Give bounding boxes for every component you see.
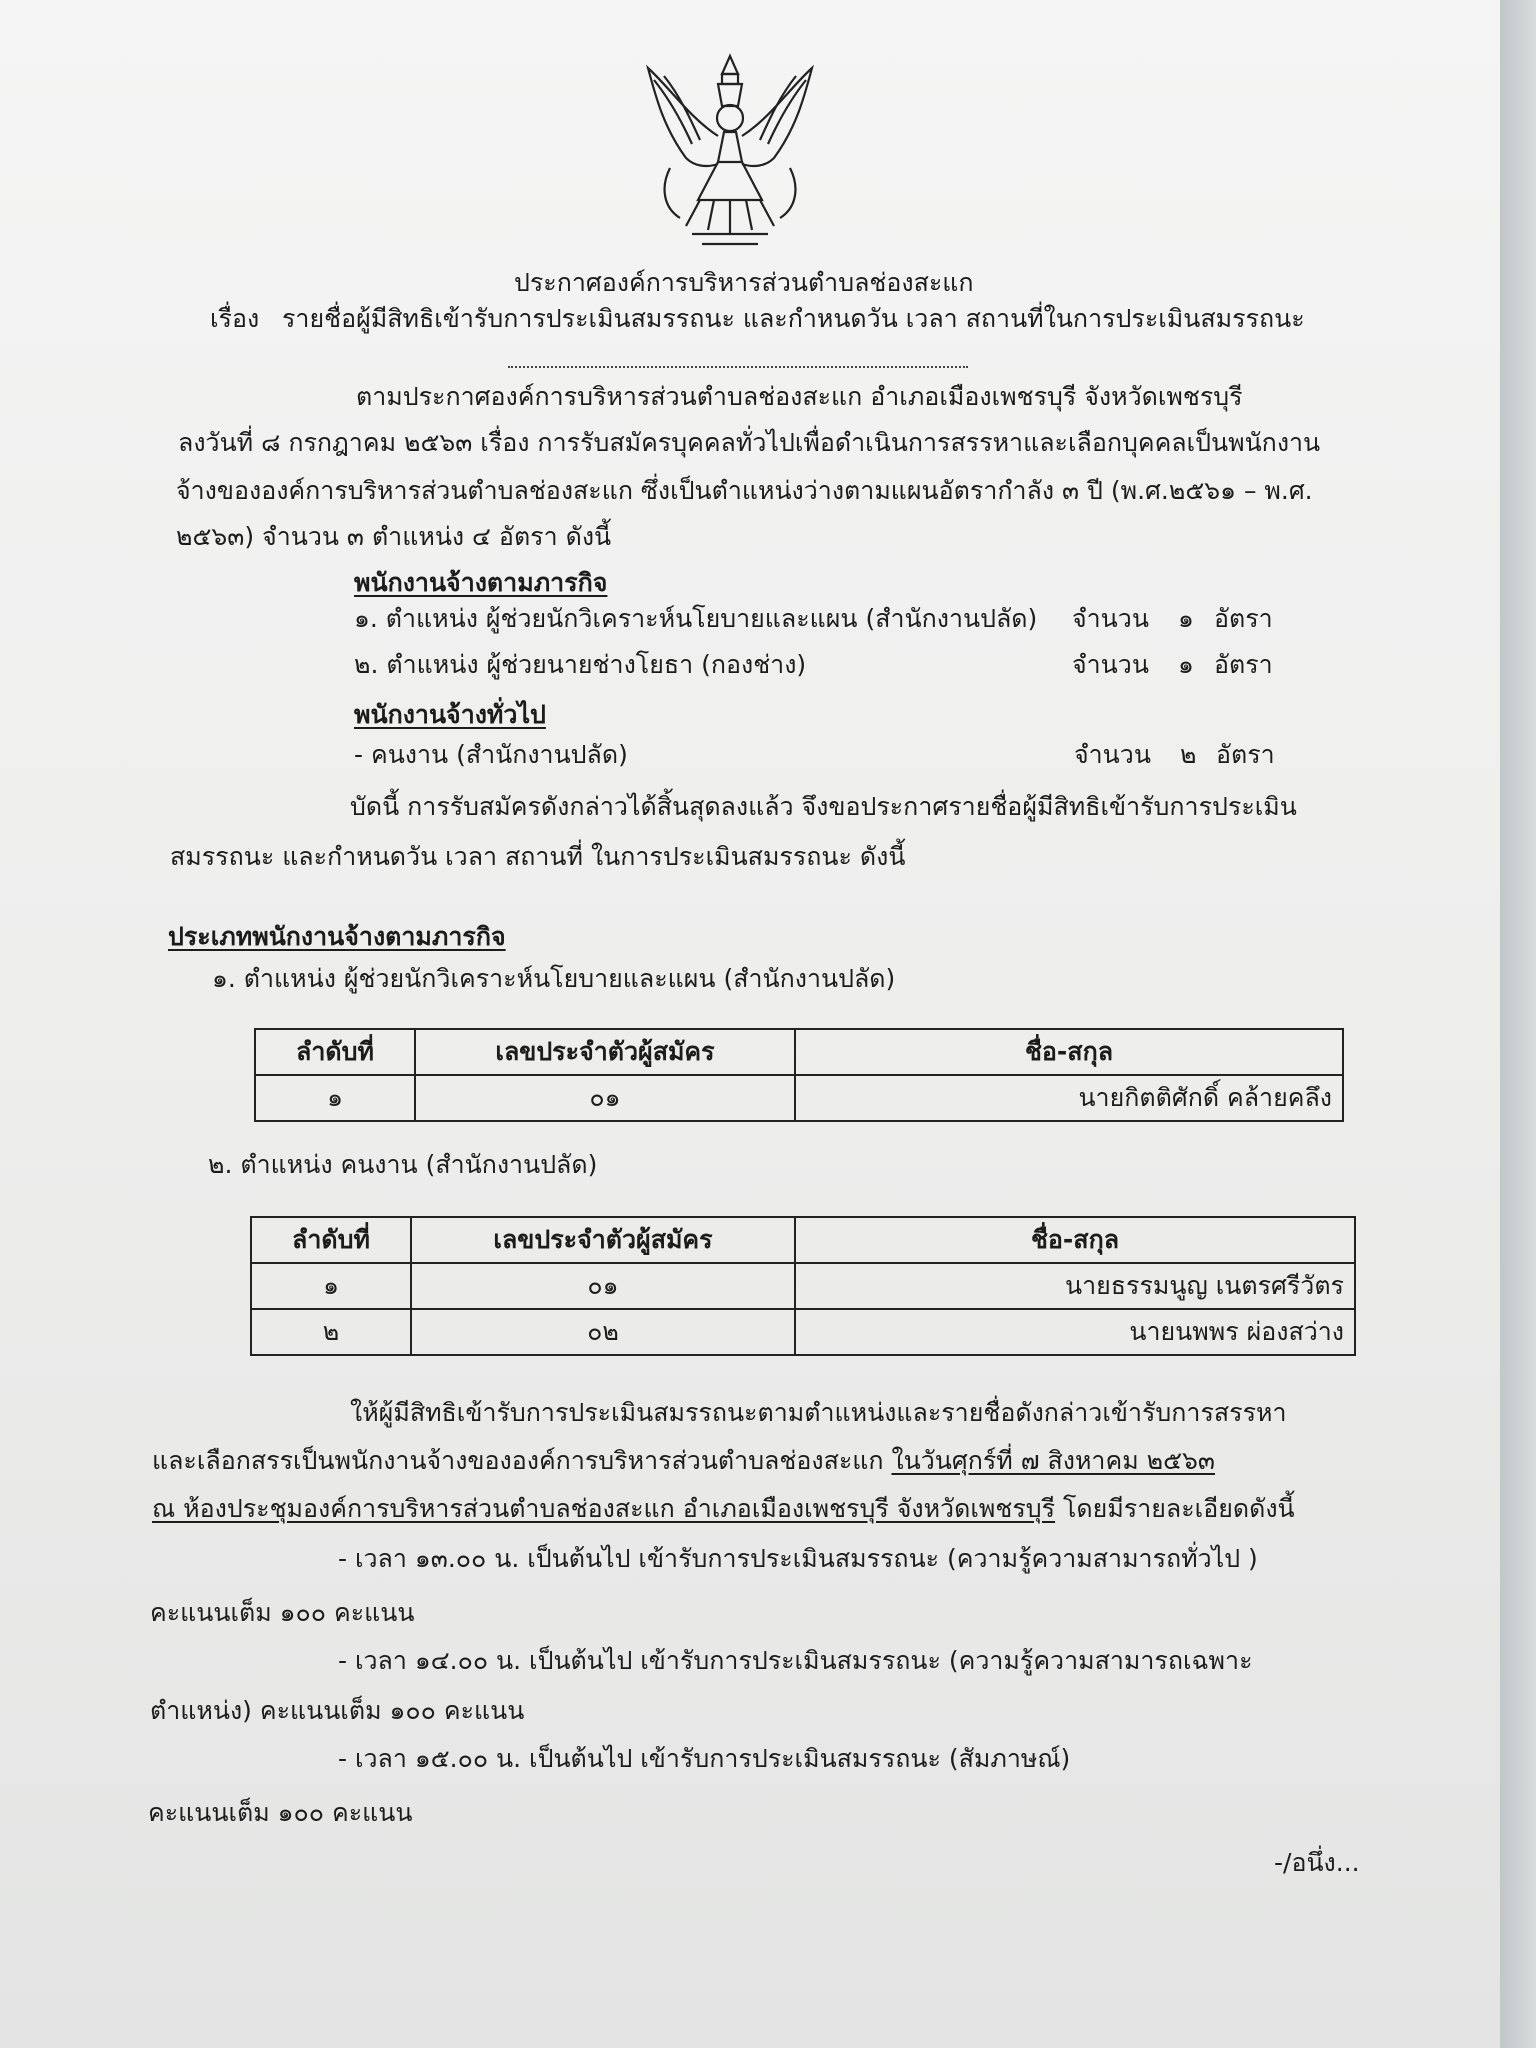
schedule-3-line: - เวลา ๑๕.๐๐ น. เป็นต้นไป เข้ารับการประเมินสมรรถนะ (สัมภาษณ์) bbox=[338, 1744, 1071, 1773]
garuda-emblem-icon bbox=[630, 48, 830, 258]
position-3-count: ๒ bbox=[1180, 740, 1197, 769]
position-3-count-label: จำนวน bbox=[1074, 740, 1151, 769]
background-edge bbox=[1500, 0, 1536, 2048]
position-3-unit: อัตรา bbox=[1216, 740, 1275, 769]
cell-full-name: นายธรรมนูญ เนตรศรีวัตร bbox=[795, 1263, 1355, 1309]
announce-line-1: บัดนี้ การรับสมัครดังกล่าวได้สิ้นสุดลงแล้ว จึงขอประกาศรายชื่อผู้มีสิทธิเข้ารับการประเมิน bbox=[350, 792, 1297, 821]
table-header-row bbox=[255, 1029, 1343, 1075]
next-page-marker: -/อนึ่ง... bbox=[1274, 1848, 1360, 1877]
closing-line-2-plain: และเลือกสรรเป็นพนักงานจ้างขององค์การบริหารส่วนตำบลช่องสะแก bbox=[152, 1446, 892, 1475]
closing-venue: ณ ห้องประชุมองค์การบริหารส่วนตำบลช่องสะแก อำเภอเมืองเพชรบุรี จังหวัดเพชรบุรี bbox=[152, 1494, 1056, 1523]
position-1-count-label: จำนวน bbox=[1072, 604, 1149, 633]
cell-full-name: นายนพพร ผ่องสว่าง bbox=[795, 1309, 1355, 1355]
closing-line-3 bbox=[152, 1494, 1295, 1524]
position-2-text: ๒. ตำแหน่ง ผู้ช่วยนายช่างโยธา (กองช่าง) bbox=[354, 650, 807, 679]
schedule-3-cont: คะแนนเต็ม ๑๐๐ คะแนน bbox=[148, 1798, 413, 1827]
dotted-divider bbox=[508, 366, 968, 368]
position-2-unit: อัตรา bbox=[1214, 650, 1273, 679]
header-order: ลำดับที่ bbox=[251, 1217, 411, 1263]
table-row bbox=[251, 1263, 1355, 1309]
table-row bbox=[255, 1075, 1343, 1121]
intro-line-2: ลงวันที่ ๘ กรกฎาคม ๒๕๖๓ เรื่อง การรับสมัครบุคคลทั่วไปเพื่อดำเนินการสรรหาและเลือกบุคคลเป็นพนักงาน bbox=[178, 428, 1321, 457]
group1-title: พนักงานจ้างตามภารกิจ bbox=[354, 568, 608, 597]
closing-date: ในวันศุกร์ที่ ๗ สิงหาคม ๒๕๖๓ bbox=[891, 1446, 1215, 1475]
header-applicant-id: เลขประจำตัวผู้สมัคร bbox=[415, 1029, 795, 1075]
intro-line-1: ตามประกาศองค์การบริหารส่วนตำบลช่องสะแก อำเภอเมืองเพชรบุรี จังหวัดเพชรบุรี bbox=[356, 382, 1243, 411]
subject-label: เรื่อง bbox=[210, 304, 260, 333]
table-candidates-2 bbox=[250, 1216, 1356, 1356]
schedule-1-cont: คะแนนเต็ม ๑๐๐ คะแนน bbox=[150, 1598, 415, 1627]
position-1-unit: อัตรา bbox=[1214, 604, 1273, 633]
schedule-2-cont: ตำแหน่ง) คะแนนเต็ม ๑๐๐ คะแนน bbox=[150, 1696, 525, 1725]
position-1-count: ๑ bbox=[1178, 604, 1194, 633]
closing-line-2 bbox=[152, 1446, 1215, 1476]
group2-title: พนักงานจ้างทั่วไป bbox=[354, 700, 546, 729]
header-full-name: ชื่อ-สกุล bbox=[795, 1217, 1355, 1263]
table1-caption: ๑. ตำแหน่ง ผู้ช่วยนักวิเคราะห์นโยบายและแผน (สำนักงานปลัด) bbox=[212, 964, 896, 993]
table-candidates-1 bbox=[254, 1028, 1344, 1122]
intro-line-4: ๒๕๖๓) จำนวน ๓ ตำแหน่ง ๔ อัตรา ดังนี้ bbox=[176, 522, 612, 551]
position-2-count-label: จำนวน bbox=[1072, 650, 1149, 679]
closing-line-1: ให้ผู้มีสิทธิเข้ารับการประเมินสมรรถนะตามตำแหน่งและรายชื่อดังกล่าวเข้ารับการสรรหา bbox=[350, 1398, 1287, 1427]
announcement-title: ประกาศองค์การบริหารส่วนตำบลช่องสะแก bbox=[514, 268, 974, 297]
cell-applicant-id: ๐๑ bbox=[411, 1263, 795, 1309]
header-applicant-id: เลขประจำตัวผู้สมัคร bbox=[411, 1217, 795, 1263]
cell-applicant-id: ๐๑ bbox=[415, 1075, 795, 1121]
cell-order: ๑ bbox=[255, 1075, 415, 1121]
cell-order: ๑ bbox=[251, 1263, 411, 1309]
table2-caption: ๒. ตำแหน่ง คนงาน (สำนักงานปลัด) bbox=[208, 1150, 598, 1179]
intro-line-3: จ้างขององค์การบริหารส่วนตำบลช่องสะแก ซึ่งเป็นตำแหน่งว่างตามแผนอัตรากำลัง ๓ ปี (พ.ศ.๒๕๖๑ – พ.ศ. bbox=[176, 476, 1313, 505]
cell-applicant-id: ๐๒ bbox=[411, 1309, 795, 1355]
cell-order: ๒ bbox=[251, 1309, 411, 1355]
cell-full-name: นายกิตติศักดิ์ คล้ายคลึง bbox=[795, 1075, 1343, 1121]
schedule-2-line: - เวลา ๑๔.๐๐ น. เป็นต้นไป เข้ารับการประเมินสมรรถนะ (ความรู้ความสามารถเฉพาะ bbox=[338, 1646, 1253, 1675]
position-3-text: - คนงาน (สำนักงานปลัด) bbox=[354, 740, 628, 769]
schedule-1-line: - เวลา ๑๓.๐๐ น. เป็นต้นไป เข้ารับการประเมินสมรรถนะ (ความรู้ความสามารถทั่วไป ) bbox=[338, 1544, 1258, 1573]
header-order: ลำดับที่ bbox=[255, 1029, 415, 1075]
header-full-name: ชื่อ-สกุล bbox=[795, 1029, 1343, 1075]
announce-line-2: สมรรถนะ และกำหนดวัน เวลา สถานที่ ในการประเมินสมรรถนะ ดังนี้ bbox=[170, 842, 906, 871]
subject-text: รายชื่อผู้มีสิทธิเข้ารับการประเมินสมรรถนะ และกำหนดวัน เวลา สถานที่ในการประเมินสมรรถนะ bbox=[282, 304, 1305, 333]
position-1-text: ๑. ตำแหน่ง ผู้ช่วยนักวิเคราะห์นโยบายและแผน (สำนักงานปลัด) bbox=[354, 604, 1038, 633]
section-title: ประเภทพนักงานจ้างตามภารกิจ bbox=[168, 922, 506, 951]
table-row bbox=[251, 1309, 1355, 1355]
position-2-count: ๑ bbox=[1178, 650, 1194, 679]
closing-line-3-plain: โดยมีรายละเอียดดังนี้ bbox=[1055, 1494, 1295, 1523]
table-header-row bbox=[251, 1217, 1355, 1263]
